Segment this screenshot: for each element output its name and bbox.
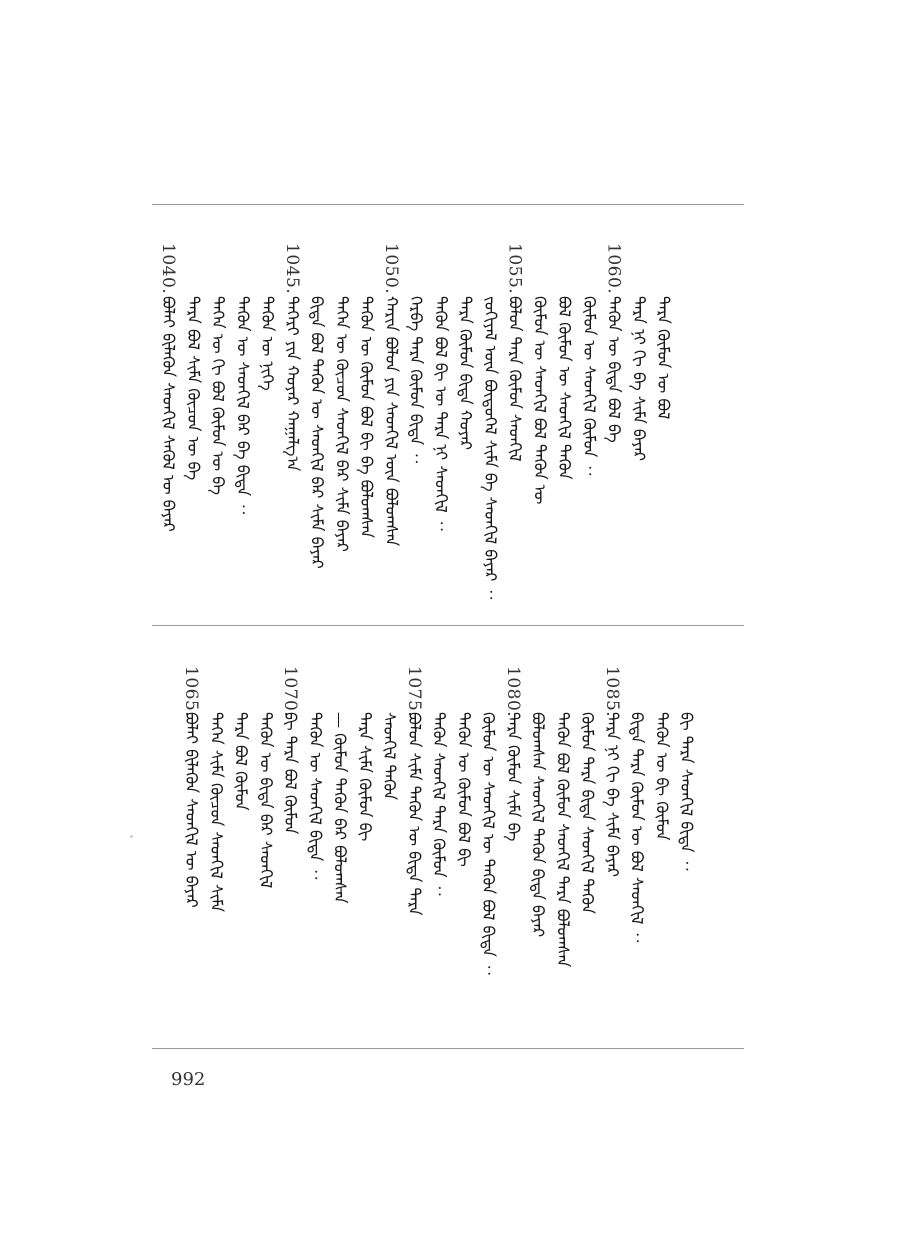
verse-line: ᠬᠦᠮᠦᠨ ᠦ ᠰᠡᠳᠬᠢᠯ ᠬᠦᠮᠦᠨ ᠂᠂ — [579, 296, 599, 476]
verse-line-number: 1065. — [181, 666, 201, 718]
verse-line: ᠲᠡᠭᠦᠨ ᠪᠣᠯ ᠪᠢ ᠦ ᠲᠡᠷᠡ ᠨᠢ ᠰᠡᠳᠬᠢᠯ ᠂᠂ — [431, 296, 451, 531]
verse-line: ᠬᠡᠷᠪᠡ ᠲᠡᠷᠡ ᠬᠦᠮᠦᠨ ᠪᠢᠳᠡ ᠂᠂ — [406, 296, 426, 464]
verse-line: ᠲᠡᠭᠦᠨ ᠰᠡᠳᠬᠢᠯ ᠲᠡᠷᠡ ᠬᠦᠮᠦᠨ ᠂᠂ — [429, 712, 449, 896]
verse-line: ᠲᠡᠭᠡᠷᠢ ᠶᠢᠨ ᠬᠣᠶᠠᠷ ᠬᠠᠭᠠᠯᠭ᠎ᠠ — [282, 296, 302, 472]
verse-line-number: 1050. — [380, 243, 401, 295]
middle-rule — [152, 625, 744, 626]
verse-line: ᠪᠣᠯᠤᠨ ᠲᠡᠷᠡ ᠬᠦᠮᠦᠨ ᠰᠡᠳᠬᠢᠯ — [505, 296, 525, 462]
verse-line: ᠲᠡᠭᠡᠨ ᠦ ᠬᠢ ᠪᠣᠯ ᠬᠦᠮᠦᠨ ᠦ ᠪᠡ — [208, 296, 228, 495]
verse-line: ᠲᠡᠷᠡ ᠨᠢ ᠬᠢ ᠪᠡ ᠰᠢᠮᠡ ᠪᠠᠶᠠᠷ — [629, 296, 649, 462]
verse-line-number: 1080. — [502, 666, 523, 718]
verse-line-number: 1040. — [158, 243, 178, 295]
verse-line: ᠲᠡᠭᠦᠨ ᠦ ᠪᠢᠳᠡ ᠪᠠᠷ ᠰᠡᠳᠬᠢᠯ — [256, 712, 276, 889]
verse-line: ᠪᠣᠯᠠᠢ ᠪᠢᠯᠡᠭᠦᠨ ᠰᠡᠳᠬᠢᠯ ᠦ ᠪᠠᠶᠠᠷ — [182, 712, 201, 908]
verse-line: ᠲᠡᠷᠡ ᠪᠣᠯ ᠬᠦᠮᠦᠨ — [231, 712, 251, 811]
verse-line: ᠪᠢ ᠲᠡᠷᠡ ᠪᠣᠯ ᠬᠦᠮᠦᠨ — [281, 712, 300, 835]
verse-line: ᠲᠡᠷᠡ ᠨᠢ ᠬᠢ ᠪᠡ ᠰᠢᠮᠡ ᠪᠠᠶᠠᠷ — [602, 712, 622, 878]
verse-line: ᠪᠣᠯᠤᠭᠰᠠᠨ ᠰᠡᠳᠬᠢᠯ ᠲᠡᠭᠦᠨ ᠪᠢᠳᠡ ᠪᠠᠶᠠᠷ — [528, 712, 548, 938]
verse-line: ᠲᠡᠭᠦᠨ ᠦ ᠬᠦᠮᠦᠨ ᠪᠣᠯ ᠪᠢ — [454, 712, 474, 867]
verse-line-number: 1055. — [504, 243, 525, 295]
verse-line: ᠲᠡᠭᠡᠨ ᠦ ᠬᠦᠴᠦᠨ ᠰᠡᠳᠬᠢᠯ ᠪᠠᠷ ᠰᠢᠮᠡ ᠪᠠᠶᠠᠷ — [332, 296, 352, 552]
verse-line: ᠲᠡᠷᠡ ᠬᠦᠮᠦᠨ ᠦ ᠪᠣᠯ — [654, 296, 673, 420]
verse-line: ᠲᠡᠭᠦᠨ ᠦ ᠰᠡᠳᠬᠢᠯ ᠪᠠᠷ ᠪᠠ ᠪᠢᠳᠡ ᠂᠂ — [233, 296, 253, 515]
verse-line: ᠲᠡᠭᠦᠨ ᠪᠣᠯ ᠬᠦᠮᠦᠨ ᠰᠡᠳᠬᠢᠯ ᠲᠡᠷᠡ ᠪᠣᠯᠤᠭᠰᠠᠨ — [553, 712, 573, 968]
verse-line: ᠲᠡᠷᠡ ᠪᠣᠯ ᠰᠢᠮᠡ ᠬᠦᠴᠦᠨ ᠦ ᠪᠡ — [183, 296, 203, 481]
top-rule — [152, 204, 744, 205]
verse-line: ᠲᠡᠭᠦᠨ ᠦ ᠪᠢᠳᠡ ᠪᠣᠯ ᠪᠡ — [604, 296, 624, 443]
verse-line: — ᠬᠦᠮᠦᠨ ᠲᠡᠭᠦᠨ ᠪᠠᠷ ᠪᠣᠯᠤᠭᠰᠠᠨ — [330, 712, 350, 904]
verse-line: ᠪᠣᠯ ᠬᠦᠮᠦᠨ ᠦ ᠰᠡᠳᠬᠢᠯ ᠲᠡᠭᠦᠨ — [555, 296, 574, 480]
verse-line-number: 1075. — [403, 666, 424, 718]
page-number: 992 — [171, 1069, 206, 1090]
verse-line: ᠬᠠᠷᠢᠨ ᠪᠣᠯᠤᠨ ᠶᠢᠨ ᠰᠡᠳᠬᠢᠯ ᠦᠨ ᠪᠣᠯᠤᠭᠰᠠᠨ — [381, 296, 401, 547]
verse-line: ᠲᠡᠭᠡᠨ ᠰᠢᠮᠡ ᠬᠦᠴᠦᠨ ᠰᠡᠳᠬᠢᠯ ᠰᠢᠮᠡ — [206, 712, 226, 913]
verse-line: ᠬᠦᠮᠦᠨ ᠦ ᠰᠡᠳᠬᠢᠯ ᠦ ᠲᠡᠭᠦᠨ ᠪᠣᠯ ᠪᠢᠳᠡ ᠂᠂ — [479, 712, 498, 975]
verse-line: ᠲᠡᠷᠡ ᠰᠢᠮᠡ ᠬᠦᠮᠦᠨ ᠪᠢ — [355, 712, 375, 842]
verse-line: ᠲᠡᠭᠦᠨ ᠦ ᠬᠦᠮᠦᠨ ᠪᠣᠯ ᠪᠢ ᠪᠡ ᠪᠣᠯᠤᠭᠰᠠᠨ — [357, 296, 376, 539]
verse-line: ᠲᠡᠭᠦᠨ ᠦ ᠰᠡᠳᠬᠢᠯ ᠪᠢᠳᠡ ᠂᠂ — [305, 712, 325, 880]
verse-line: ᠪᠣᠯᠠᠢ ᠪᠢᠯᠡᠭᠦᠨ ᠰᠡᠳᠬᠢᠯ ᠰᠡᠭᠦᠯ ᠦ ᠪᠠᠶᠠᠷ — [159, 296, 178, 532]
verse-line: ᠪᠣᠯᠤᠨ ᠰᠢᠮᠡ ᠲᠡᠭᠦᠨ ᠦ ᠪᠢᠳᠡ ᠲᠡᠷᠡ — [404, 712, 424, 916]
verse-line: ᠪᠢᠳᠡ ᠪᠣᠯ ᠲᠡᠭᠦᠨ ᠦ ᠰᠡᠳᠬᠢᠯ ᠪᠠᠷ ᠰᠢᠮᠡ ᠪᠠᠶᠠᠷ — [307, 296, 327, 569]
verse-line: ᠲᠡᠭᠦᠨ ᠦ ᠨᠢᠭᠡ — [258, 296, 277, 391]
verse-line-number: 1085. — [601, 666, 622, 718]
verse-line-number: 1070. — [280, 666, 300, 718]
paper-speck — [130, 835, 133, 838]
verse-line: ᠵᠣᠬᠢᠶᠠᠯ ᠦᠨ ᠪᠦᠲᠦᠭᠡᠯ ᠰᠢᠮᠡ ᠪᠡ ᠰᠡᠳᠬᠢᠯ ᠪᠠᠶᠠᠷ ᠂᠂ — [480, 296, 500, 600]
verse-line: ᠪᠢᠳᠡ ᠲᠡᠷᠡ ᠬᠦᠮᠦᠨ ᠦ ᠪᠣᠯ ᠰᠡᠳᠬᠢᠯ ᠂᠂ — [627, 712, 647, 943]
verse-line: ᠬᠦᠮᠦᠨ ᠦ ᠰᠡᠳᠬᠢᠯ ᠪᠣᠯ ᠲᠡᠭᠦᠨ ᠦ — [530, 296, 550, 505]
verse-line: ᠬᠦᠮᠦᠨ ᠲᠡᠷᠡ ᠪᠢᠳᠡ ᠰᠡᠳᠬᠢᠯ ᠲᠡᠭᠦᠨ — [578, 712, 597, 914]
bottom-rule — [152, 1048, 744, 1049]
verse-line: ᠲᠡᠷᠡ ᠬᠦᠮᠦᠨ ᠪᠢᠳᠡ ᠬᠣᠶᠠᠷ — [456, 296, 475, 450]
verse-line-number: 1060. — [603, 243, 624, 295]
verse-line: ᠰᠡᠳᠬᠢᠯ ᠲᠡᠭᠦᠨ — [380, 712, 399, 801]
verse-line: ᠪᠢ ᠲᠡᠷᠡ ᠰᠡᠳᠬᠢᠯ ᠪᠢᠳᠡ ᠂᠂ — [677, 712, 696, 871]
verse-line: ᠲᠡᠭᠦᠨ ᠦ ᠪᠢ ᠬᠦᠮᠦᠨ — [652, 712, 672, 841]
verse-line: ᠲᠡᠷᠡ ᠬᠦᠮᠦᠨ ᠰᠢᠮᠡ ᠪᠡ — [503, 712, 523, 842]
verse-line-number: 1045. — [281, 243, 302, 295]
